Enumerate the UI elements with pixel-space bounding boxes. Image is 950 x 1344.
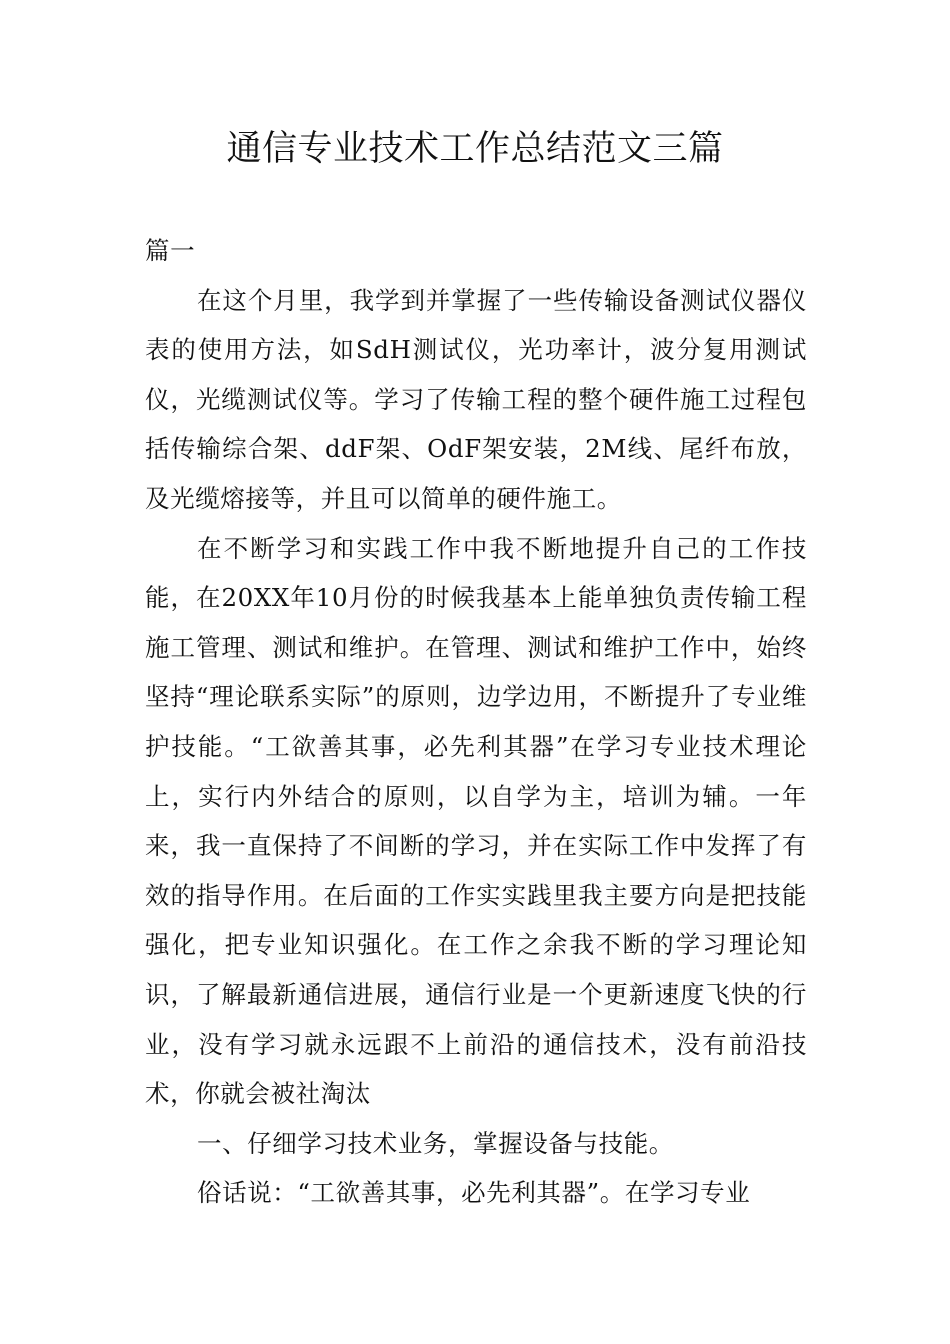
paragraph-3: 俗话说：“工欲善其事，必先利其器”。在学习专业	[197, 1178, 751, 1208]
section-heading-1: 一、仔细学习技术业务，掌握设备与技能。	[197, 1128, 674, 1158]
paragraph-1: 在这个月里，我学到并掌握了一些传输设备测试仪器仪表的使用方法，如SdH测试仪，光功率计，波分复用测试仪，光缆测试仪等。学习了传输工程的整个硬件施工过程包括传输综合架、ddF架、OdF架安装，2M线、尾纤布放，及光缆熔接等，并且可以简单的硬件施工。	[145, 285, 807, 513]
paragraph-2: 在不断学习和实践工作中我不断地提升自己的工作技能，在20XX年10月份的时候我基本上能单独负责传输工程施工管理、测试和维护。在管理、测试和维护工作中，始终坚持“理论联系实际”的原则，边学边用，不断提升了专业维护技能。“工欲善其事，必先利其器”在学习专业技术理论上，实行内外结合的原则，以自学为主，培训为辅。一年来，我一直保持了不间断的学习，并在实际工作中发挥了有效的指导作用。在后面的工作实实践里我主要方向是把技能强化，把专业知识强化。在工作之余我不断的学习理论知识，了解最新通信进展，通信行业是一个更新速度飞快的行业，没有学习就永远跟不上前沿的通信技术，没有前沿技术，你就会被社淘汰	[145, 533, 807, 1109]
document-body	[145, 226, 807, 1218]
document-title: 通信专业技术工作总结范文三篇	[226, 129, 724, 169]
section-label: 篇一	[145, 236, 196, 265]
